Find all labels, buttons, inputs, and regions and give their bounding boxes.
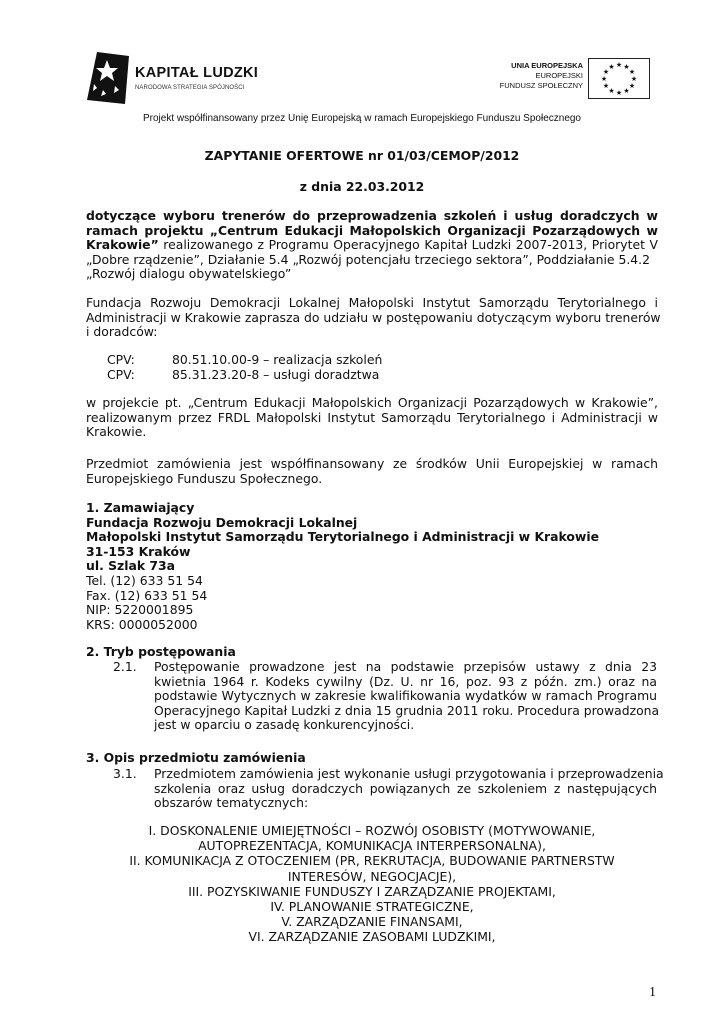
funding-line-2: Europejskiego Funduszu Społecznego. (86, 470, 323, 486)
thematic-area-line: IV. PLANOWANIE STRATEGICZNE, (270, 899, 474, 915)
cpv-value: 80.51.10.00-9 – realizacja szkoleń (172, 352, 383, 367)
project-line-1: w projekcie pt. „Centrum Edukacji Małopolskich Organizacji Pozarządowych w Krakowie”, (86, 395, 658, 410)
intro-paragraph (86, 209, 658, 282)
intro-line-1: dotyczące wyboru trenerów do przeprowadzenia szkoleń i usług doradczych w (86, 208, 658, 223)
intro-line-4: „Dobre rządzenie”, Działanie 5.4 „Rozwój potencjału trzeciego sektora”, Poddziałanie 5.4.2 (86, 251, 650, 267)
page-number: 1 (649, 985, 656, 1000)
cofinancing-note: Projekt współfinansowany przez Unię Europejską w ramach Europejskiego Funduszu Społecznego (142, 113, 581, 124)
eu-logo (498, 58, 653, 100)
svg-text:★: ★ (602, 82, 610, 90)
project-paragraph (86, 396, 658, 440)
intro-line-3-bold: Krakowie” (86, 237, 159, 253)
svg-text:★: ★ (608, 63, 615, 71)
svg-text:★: ★ (615, 61, 623, 69)
project-line-3: Krakowie. (86, 424, 147, 440)
section-3-1-text (154, 766, 664, 811)
document-date: z dnia 22.03.2012 (299, 179, 425, 194)
section-contracting-authority (86, 501, 666, 632)
procedure-line-3: podstawie Wytycznych w zakresie kwalifikowania wydatków w ramach Programu (154, 688, 657, 704)
cpv-item (107, 353, 382, 368)
svg-text:★: ★ (628, 82, 636, 90)
invitation-line-2: Administracji w Krakowie zaprasza do udziału w postępowaniu dotyczącym wyboru trenerów (86, 309, 661, 325)
invitation-line-1: Fundacja Rozwoju Demokracji Lokalnej Małopolski Instytut Samorządu Terytorialnego i (86, 295, 658, 310)
subject-line-1: Przedmiotem zamówienia jest wykonanie usługi przygotowania i przeprowadzenia (154, 766, 664, 781)
kapital-ludzki-name: KAPITAŁ LUDZKI (135, 65, 259, 81)
intro-line-2: ramach projektu „Centrum Edukacji Małopolskich Organizacji Pozarządowych w (86, 222, 658, 238)
svg-text:★: ★ (630, 75, 638, 83)
cpv-label: CPV: (107, 366, 135, 382)
authority-street: ul. Szlak 73a (86, 558, 175, 574)
procedure-line-4: Operacyjnego Kapitał Ludzki z dnia 15 grudnia 2011 roku. Procedura prowadzona (154, 702, 660, 718)
authority-fax: Fax. (12) 633 51 54 (86, 587, 208, 603)
invitation-line-3: i doradców: (86, 324, 158, 340)
subject-line-3: obszarów tematycznych: (154, 795, 309, 811)
kapital-ludzki-emblem-icon (85, 50, 131, 106)
document-title: ZAPYTANIE OFERTOWE nr 01/03/CEMOP/2012 (204, 148, 520, 163)
authority-name-2: Małopolski Instytut Samorządu Terytorialnego i Administracji w Krakowie (86, 529, 600, 545)
thematic-area-line: INTERESÓW, NEGOCJACJE), (287, 868, 457, 884)
eu-logo-line2: EUROPEJSKI (535, 71, 583, 80)
section-3-heading: 3. Opis przedmiotu zamówienia (86, 750, 306, 765)
section-2-1-number: 2.1. (113, 659, 137, 674)
section-1-heading: 1. Zamawiający (86, 500, 195, 515)
svg-text:★: ★ (608, 87, 615, 95)
svg-text:★: ★ (628, 68, 636, 76)
thematic-area-line: I. DOSKONALENIE UMIEJĘTNOŚCI – ROZWÓJ OSOBISTY (MOTYWOWANIE, (148, 823, 596, 838)
funding-line-1: Przedmiot zamówienia jest współfinansowany ze środków Unii Europejskiej w ramach (86, 456, 658, 471)
section-2-1-text (154, 659, 660, 733)
cpv-list (107, 353, 382, 382)
thematic-areas-list (86, 823, 658, 945)
procedure-line-5: jest w oparciu o zasadę konkurencyjności. (154, 717, 415, 733)
svg-text:★: ★ (600, 75, 608, 83)
eu-flag-icon (588, 58, 650, 99)
thematic-area-line: III. POZYSKIWANIE FUNDUSZY I ZARZĄDZANIE PROJEKTAMI, (188, 883, 556, 899)
cpv-value: 85.31.23.20-8 – usługi doradztwa (172, 366, 380, 382)
authority-krs: KRS: 0000052000 (86, 616, 198, 632)
cpv-label: CPV: (107, 352, 135, 367)
invitation-paragraph (86, 295, 661, 340)
svg-text:★: ★ (602, 68, 610, 76)
authority-city: 31-153 Kraków (86, 543, 191, 559)
svg-text:★: ★ (615, 89, 623, 97)
thematic-area-line: AUTOPREZENTACJA, KOMUNIKACJA INTERPERSONALNA), (198, 838, 546, 854)
kapital-ludzki-subtitle: NARODOWA STRATEGIA SPÓJNOŚCI (135, 85, 245, 91)
svg-text:★: ★ (623, 63, 630, 71)
eu-logo-line3: FUNDUSZ SPOŁECZNY (499, 81, 583, 90)
svg-text:★: ★ (623, 87, 630, 95)
funding-paragraph (86, 457, 658, 486)
intro-line-5: „Rozwój dialogu obywatelskiego” (86, 266, 292, 282)
thematic-area-line: V. ZARZĄDZANIE FINANSAMI, (281, 914, 463, 930)
authority-nip: NIP: 5220001895 (86, 602, 194, 618)
section-3-1-number: 3.1. (113, 766, 137, 781)
intro-line-3-rest: realizowanego z Programu Operacyjnego Kapitał Ludzki 2007-2013, Priorytet V (158, 237, 658, 253)
procedure-line-1: Postępowanie prowadzone jest na podstawie przepisów ustawy z dnia 23 (154, 659, 657, 674)
thematic-area-line: II. KOMUNIKACJA Z OTOCZENIEM (PR, REKRUTACJA, BUDOWANIE PARTNERSTW (129, 853, 615, 869)
project-line-2: realizowanym przez FRDL Małopolski Instytut Samorządu Terytorialnego i Administracji w (86, 409, 658, 425)
thematic-area-line: VI. ZARZĄDZANIE ZASOBAMI LUDZKIMI, (248, 929, 496, 945)
eu-logo-line1: UNIA EUROPEJSKA (511, 61, 583, 70)
cpv-item (107, 368, 382, 383)
procedure-line-2: kwietnia 1964 r. Kodeks cywilny (Dz. U. nr 16, poz. 93 z późn. zm.) oraz na (154, 673, 657, 689)
authority-name-1: Fundacja Rozwoju Demokracji Lokalnej (86, 514, 358, 530)
authority-tel: Tel. (12) 633 51 54 (86, 572, 203, 588)
subject-line-2: szkolenia oraz usług doradczych powiązanych ze szkoleniem z następujących (154, 780, 657, 796)
kapital-ludzki-logo (85, 50, 275, 106)
eu-logo-text (500, 61, 583, 91)
section-2-heading: 2. Tryb postępowania (86, 644, 236, 659)
